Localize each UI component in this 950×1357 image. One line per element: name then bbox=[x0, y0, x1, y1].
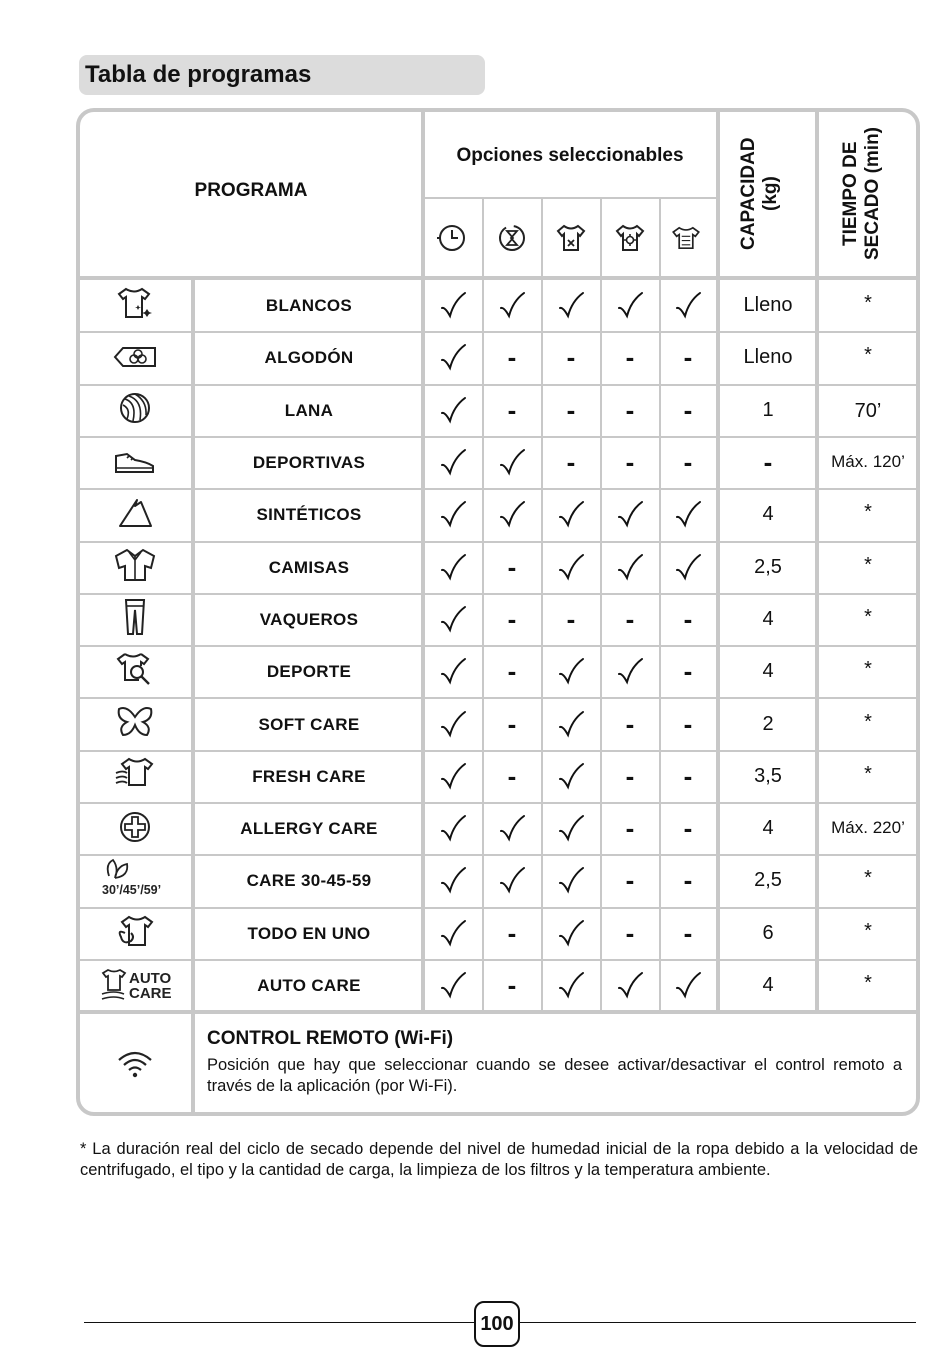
footer-rule bbox=[84, 1322, 474, 1323]
row-divider bbox=[80, 959, 916, 961]
dash-mark: - bbox=[683, 394, 693, 425]
drying-time-value: * bbox=[864, 658, 872, 681]
row-divider bbox=[80, 331, 916, 333]
drying-time-value: Máx. 120’ bbox=[831, 452, 905, 472]
check-mark bbox=[616, 657, 644, 687]
delay-start-icon bbox=[436, 221, 470, 255]
capacity-value: 2,5 bbox=[754, 869, 782, 892]
program-name: CAMISAS bbox=[268, 557, 350, 577]
fresh-care-icon bbox=[113, 755, 157, 793]
dash-mark: - bbox=[507, 970, 517, 1001]
program-name: CARE 30-45-59 bbox=[246, 871, 372, 891]
check-mark bbox=[439, 657, 467, 687]
dash-mark: - bbox=[683, 447, 693, 478]
row-divider bbox=[80, 541, 916, 543]
capacity-value: 4 bbox=[762, 660, 774, 683]
options-header-divider bbox=[424, 197, 716, 199]
footer-rule bbox=[520, 1322, 916, 1323]
row-divider bbox=[80, 593, 916, 595]
capacity-value: Lleno bbox=[743, 294, 793, 317]
program-name: LANA bbox=[284, 400, 334, 420]
capacity-value: 1 bbox=[762, 398, 774, 421]
deportivas-icon bbox=[113, 442, 157, 480]
check-mark bbox=[439, 605, 467, 635]
check-mark bbox=[616, 971, 644, 1001]
check-mark bbox=[557, 762, 585, 792]
quick-dry-icon bbox=[495, 221, 529, 255]
header-capacidad: CAPACIDAD (kg) bbox=[738, 137, 781, 251]
drying-time-value: Máx. 220’ bbox=[831, 818, 905, 838]
dash-mark: - bbox=[683, 865, 693, 896]
row-divider bbox=[80, 854, 916, 856]
dash-mark: - bbox=[625, 447, 635, 478]
check-mark bbox=[439, 866, 467, 896]
dash-mark: - bbox=[625, 708, 635, 739]
dash-mark: - bbox=[683, 603, 693, 634]
capacity-value: 4 bbox=[762, 503, 774, 526]
algodon-icon bbox=[113, 338, 157, 376]
check-mark bbox=[439, 762, 467, 792]
auto-care-icon bbox=[100, 964, 174, 1004]
remote-divider bbox=[80, 1010, 916, 1014]
dash-mark: - bbox=[683, 813, 693, 844]
sinteticos-icon bbox=[113, 494, 157, 532]
capacity-value: 2 bbox=[762, 712, 774, 735]
dash-mark: - bbox=[566, 447, 576, 478]
check-mark bbox=[557, 657, 585, 687]
check-mark bbox=[674, 291, 702, 321]
dash-mark: - bbox=[507, 760, 517, 791]
dash-mark: - bbox=[625, 603, 635, 634]
drying-time-value: * bbox=[864, 292, 872, 315]
check-mark bbox=[498, 500, 526, 530]
dash-mark: - bbox=[507, 917, 517, 948]
dash-mark: - bbox=[507, 394, 517, 425]
deporte-icon bbox=[113, 650, 157, 688]
dash-mark: - bbox=[507, 342, 517, 373]
check-mark bbox=[557, 919, 585, 949]
footnote: * La duración real del ciclo de secado depende del nivel de humedad inicial de la ropa debido a la velocidad de centrifugado, el tipo y la cantidad de carga, la limpieza de los filtros y la temperatura ambiente. bbox=[80, 1140, 918, 1179]
row-divider bbox=[80, 802, 916, 804]
check-mark bbox=[498, 448, 526, 478]
allergy-care-icon bbox=[113, 808, 157, 846]
check-mark bbox=[557, 814, 585, 844]
check-mark bbox=[498, 866, 526, 896]
check-mark bbox=[616, 553, 644, 583]
program-name: AUTO CARE bbox=[257, 976, 361, 996]
check-mark bbox=[439, 553, 467, 583]
check-mark bbox=[439, 291, 467, 321]
drying-time-value: * bbox=[864, 710, 872, 733]
iron-care-icon bbox=[669, 221, 703, 255]
check-mark bbox=[616, 500, 644, 530]
dash-mark: - bbox=[625, 760, 635, 791]
drying-time-value: 70’ bbox=[854, 399, 882, 422]
header-opciones: Opciones seleccionables bbox=[456, 145, 684, 166]
capacity-value: 4 bbox=[762, 817, 774, 840]
drying-time-value: * bbox=[864, 972, 872, 995]
dash-mark: - bbox=[683, 708, 693, 739]
soft-care-icon bbox=[113, 703, 157, 741]
capacity-value: 3,5 bbox=[754, 764, 782, 787]
capacity-value: - bbox=[763, 447, 773, 478]
check-mark bbox=[557, 866, 585, 896]
dash-mark: - bbox=[625, 917, 635, 948]
drying-time-value: * bbox=[864, 344, 872, 367]
capacity-value: 4 bbox=[762, 607, 774, 630]
dash-mark: - bbox=[507, 708, 517, 739]
program-name: DEPORTE bbox=[266, 662, 352, 682]
check-mark bbox=[498, 291, 526, 321]
remote-title: CONTROL REMOTO (Wi-Fi) bbox=[207, 1028, 454, 1049]
check-mark bbox=[439, 919, 467, 949]
dash-mark: - bbox=[566, 603, 576, 634]
header-divider bbox=[80, 276, 916, 280]
dash-mark: - bbox=[507, 656, 517, 687]
check-mark bbox=[439, 448, 467, 478]
check-mark bbox=[557, 971, 585, 1001]
wifi-icon bbox=[113, 1044, 157, 1082]
row-divider bbox=[80, 697, 916, 699]
check-mark bbox=[674, 500, 702, 530]
drying-time-value: * bbox=[864, 553, 872, 576]
row-divider bbox=[80, 750, 916, 752]
row-divider bbox=[80, 488, 916, 490]
drying-time-value: * bbox=[864, 605, 872, 628]
camisas-icon bbox=[113, 546, 157, 584]
lana-icon bbox=[113, 389, 157, 427]
capacity-value: Lleno bbox=[743, 346, 793, 369]
page-title: Tabla de programas bbox=[79, 55, 485, 95]
row-divider bbox=[80, 907, 916, 909]
capacity-value: 2,5 bbox=[754, 555, 782, 578]
vaqueros-icon bbox=[113, 598, 157, 636]
stain-care-icon bbox=[613, 221, 647, 255]
drying-time-value: * bbox=[864, 762, 872, 785]
program-name: DEPORTIVAS bbox=[252, 453, 366, 473]
program-name: SOFT CARE bbox=[258, 714, 360, 734]
care-30-45-59-icon bbox=[101, 858, 169, 900]
auto-label: AUTO bbox=[129, 970, 172, 987]
dash-mark: - bbox=[566, 342, 576, 373]
check-mark bbox=[439, 710, 467, 740]
dash-mark: - bbox=[507, 603, 517, 634]
check-mark bbox=[439, 971, 467, 1001]
care-time-label: 30’/45’/59’ bbox=[102, 883, 162, 897]
dash-mark: - bbox=[625, 342, 635, 373]
check-mark bbox=[674, 553, 702, 583]
check-mark bbox=[674, 971, 702, 1001]
todo-en-uno-icon bbox=[113, 913, 157, 951]
column-divider bbox=[191, 280, 195, 1112]
check-mark bbox=[557, 500, 585, 530]
check-mark bbox=[498, 814, 526, 844]
dash-mark: - bbox=[625, 813, 635, 844]
check-mark bbox=[557, 710, 585, 740]
header-programa: PROGRAMA bbox=[194, 180, 308, 201]
row-divider bbox=[80, 384, 916, 386]
row-divider bbox=[80, 436, 916, 438]
dash-mark: - bbox=[683, 760, 693, 791]
program-name: TODO EN UNO bbox=[247, 923, 371, 943]
check-mark bbox=[557, 553, 585, 583]
row-divider bbox=[80, 645, 916, 647]
check-mark bbox=[616, 291, 644, 321]
check-mark bbox=[439, 396, 467, 426]
program-name: ALLERGY CARE bbox=[240, 819, 378, 839]
program-name: SINTÉTICOS bbox=[256, 505, 362, 525]
drying-time-value: * bbox=[864, 501, 872, 524]
blancos-icon bbox=[113, 285, 157, 323]
capacity-value: 6 bbox=[762, 921, 774, 944]
anti-crease-icon bbox=[554, 221, 588, 255]
dash-mark: - bbox=[625, 394, 635, 425]
program-name: ALGODÓN bbox=[264, 348, 354, 368]
capacity-value: 4 bbox=[762, 974, 774, 997]
program-name: VAQUEROS bbox=[259, 609, 359, 629]
check-mark bbox=[439, 500, 467, 530]
page-number: 100 bbox=[474, 1301, 520, 1347]
program-name: BLANCOS bbox=[265, 296, 353, 316]
check-mark bbox=[439, 343, 467, 373]
dash-mark: - bbox=[683, 342, 693, 373]
drying-time-value: * bbox=[864, 919, 872, 942]
header-tiempo: TIEMPO DE SECADO (min) bbox=[840, 127, 883, 261]
dash-mark: - bbox=[566, 394, 576, 425]
dash-mark: - bbox=[683, 917, 693, 948]
dash-mark: - bbox=[625, 865, 635, 896]
program-name: FRESH CARE bbox=[252, 766, 366, 786]
care-label: CARE bbox=[129, 985, 172, 1002]
remote-description: Posición que hay que seleccionar cuando se desee activar/desactivar el control remoto a través de la aplicación (por Wi-Fi). bbox=[207, 1056, 902, 1095]
check-mark bbox=[557, 291, 585, 321]
dash-mark: - bbox=[507, 551, 517, 582]
dash-mark: - bbox=[683, 656, 693, 687]
check-mark bbox=[439, 814, 467, 844]
drying-time-value: * bbox=[864, 867, 872, 890]
